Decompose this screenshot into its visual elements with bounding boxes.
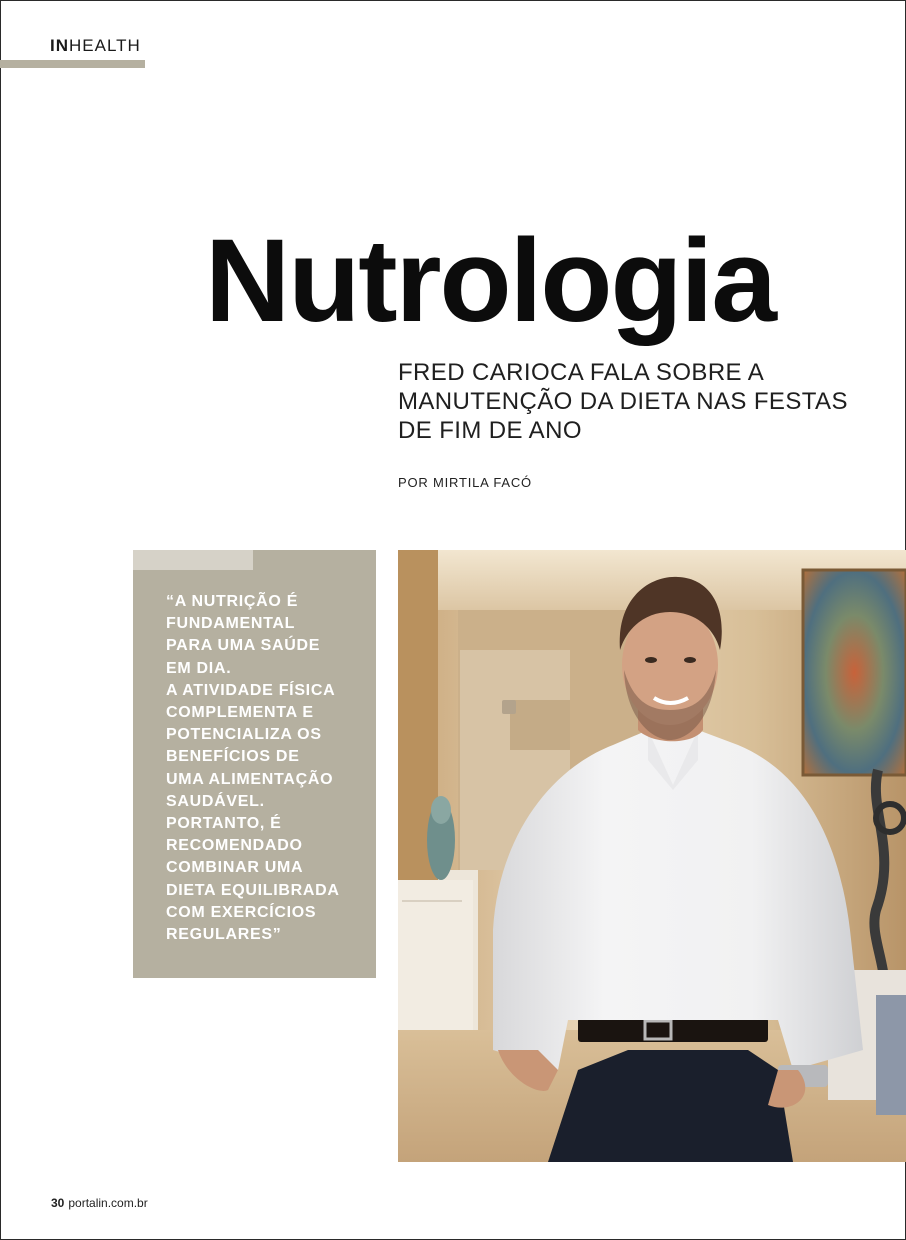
article-subtitle: FRED CARIOCA FALA SOBRE A MANUTENÇÃO DA DIETA NAS FESTAS DE FIM DE ANO — [398, 359, 848, 444]
footer-site: portalin.com.br — [68, 1196, 148, 1210]
section-label-bold: IN — [50, 36, 69, 55]
quote-line: A ATIVIDADE FÍSICA — [166, 681, 336, 699]
quote-line: COMPLEMENTA E — [166, 704, 314, 722]
quote-line: UMA ALIMENTAÇÃO — [166, 770, 334, 788]
quote-line: “A NUTRIÇÃO É — [166, 593, 299, 610]
quote-line: REGULARES” — [166, 926, 282, 944]
quote-line: DIETA EQUILIBRADA — [166, 881, 340, 899]
page-number: 30 — [51, 1196, 65, 1210]
quote-line: SAUDÁVEL. — [166, 792, 265, 810]
quote-line: EM DIA. — [166, 659, 232, 677]
quote-line: PARA UMA SAÚDE — [166, 637, 321, 655]
article-title: Nutrologia — [205, 215, 775, 347]
section-accent-bar — [0, 60, 145, 68]
page-footer — [51, 1196, 148, 1210]
quote-line: PORTANTO, É — [166, 815, 282, 833]
article-byline: POR MIRTILA FACÓ — [398, 475, 532, 490]
section-label — [50, 36, 141, 56]
section-label-light: HEALTH — [69, 36, 141, 55]
pull-quote-tab — [133, 550, 253, 570]
quote-line: POTENCIALIZA OS — [166, 726, 322, 744]
quote-line: COM EXERCÍCIOS — [166, 903, 317, 921]
portrait-photo — [398, 550, 906, 1162]
quote-line: BENEFÍCIOS DE — [166, 748, 300, 766]
quote-line: RECOMENDADO — [166, 837, 303, 855]
quote-line: COMBINAR UMA — [166, 859, 304, 877]
quote-line: FUNDAMENTAL — [166, 615, 296, 633]
pull-quote-text — [166, 591, 366, 946]
